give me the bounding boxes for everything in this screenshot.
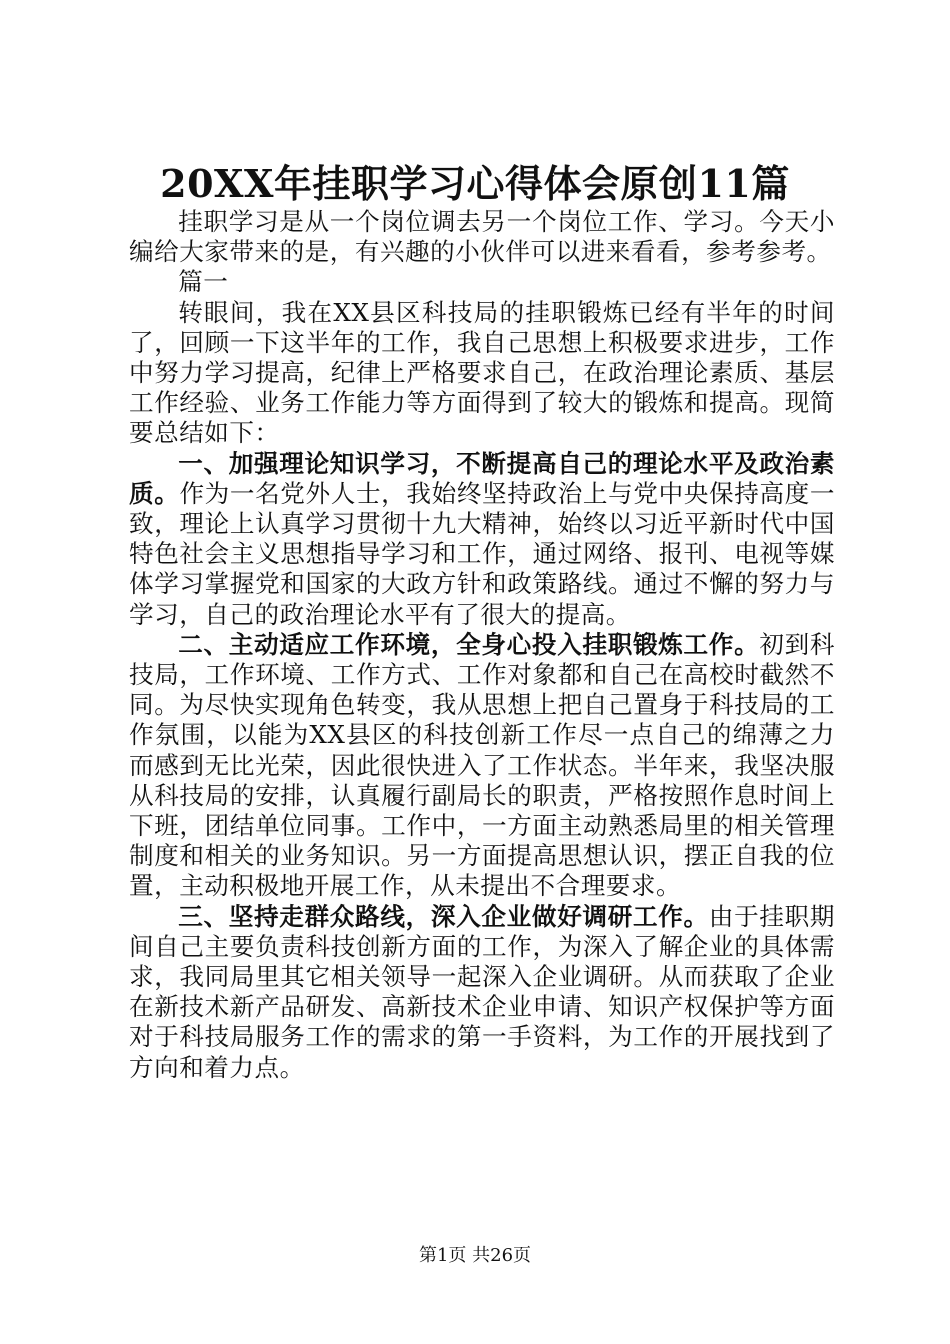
point-1-heading: 一、加强理论知识学习，不断提高自己的理论水平及政治素质。	[129, 448, 835, 508]
point-1-paragraph	[129, 449, 835, 630]
paragraph-1: 转眼间，我在XX县区科技局的挂职锻炼已经有半年的时间了，回顾一下这半年的工作，我自己思想上积极要求进步，工作中努力学习提高，纪律上严格要求自己，在政治理论素质、基层工作经验、业务工作能力等方面得到了较大的锻炼和提高。现简要总结如下：	[129, 297, 835, 448]
point-3-body: 由于挂职期间自己主要负责科技创新方面的工作，为深入了解企业的具体需求，我同局里其它相关领导一起深入企业调研。从而获取了企业在新技术新产品研发、高新技术企业申请、知识产权保护等方面对于科技局服务工作的需求的第一手资料，为工作的开展找到了方向和着力点。	[129, 901, 835, 1082]
document-body	[129, 207, 835, 1083]
point-2-body: 初到科技局，工作环境、工作方式、工作对象都和自己在高校时截然不同。为尽快实现角色转变，我从思想上把自己置身于科技局的工作氛围，以能为XX县区的科技创新工作尽一点自己的绵薄之力而感到无比光荣，因此很快进入了工作状态。半年来，我坚决服从科技局的安排，认真履行副局长的职责，严格按照作息时间上下班，团结单位同事。工作中，一方面主动熟悉局里的相关管理制度和相关的业务知识。另一方面提高思想认识，摆正自我的位置，主动积极地开展工作，从未提出不合理要求。	[129, 629, 835, 901]
point-2-paragraph	[129, 630, 835, 902]
point-1-body: 作为一名党外人士，我始终坚持政治上与党中央保持高度一致，理论上认真学习贯彻十九大精神，始终以习近平新时代中国特色社会主义思想指导学习和工作，通过网络、报刊、电视等媒体学习掌握党和国家的大政方针和政策路线。通过不懈的努力与学习，自己的政治理论水平有了很大的提高。	[129, 478, 835, 629]
point-2-heading: 二、主动适应工作环境，全身心投入挂职锻炼工作。	[178, 629, 760, 659]
point-3-heading: 三、坚持走群众路线，深入企业做好调研工作。	[178, 901, 709, 931]
page-footer: 第1页 共26页	[418, 1245, 532, 1266]
point-3-paragraph	[129, 902, 835, 1083]
section-label: 篇一	[178, 267, 229, 297]
document-title: 20XX年挂职学习心得体会原创11篇	[160, 161, 790, 206]
intro-paragraph: 挂职学习是从一个岗位调去另一个岗位工作、学习。今天小编给大家带来的是，有兴趣的小伙伴可以进来看看，参考参考。	[129, 207, 835, 267]
